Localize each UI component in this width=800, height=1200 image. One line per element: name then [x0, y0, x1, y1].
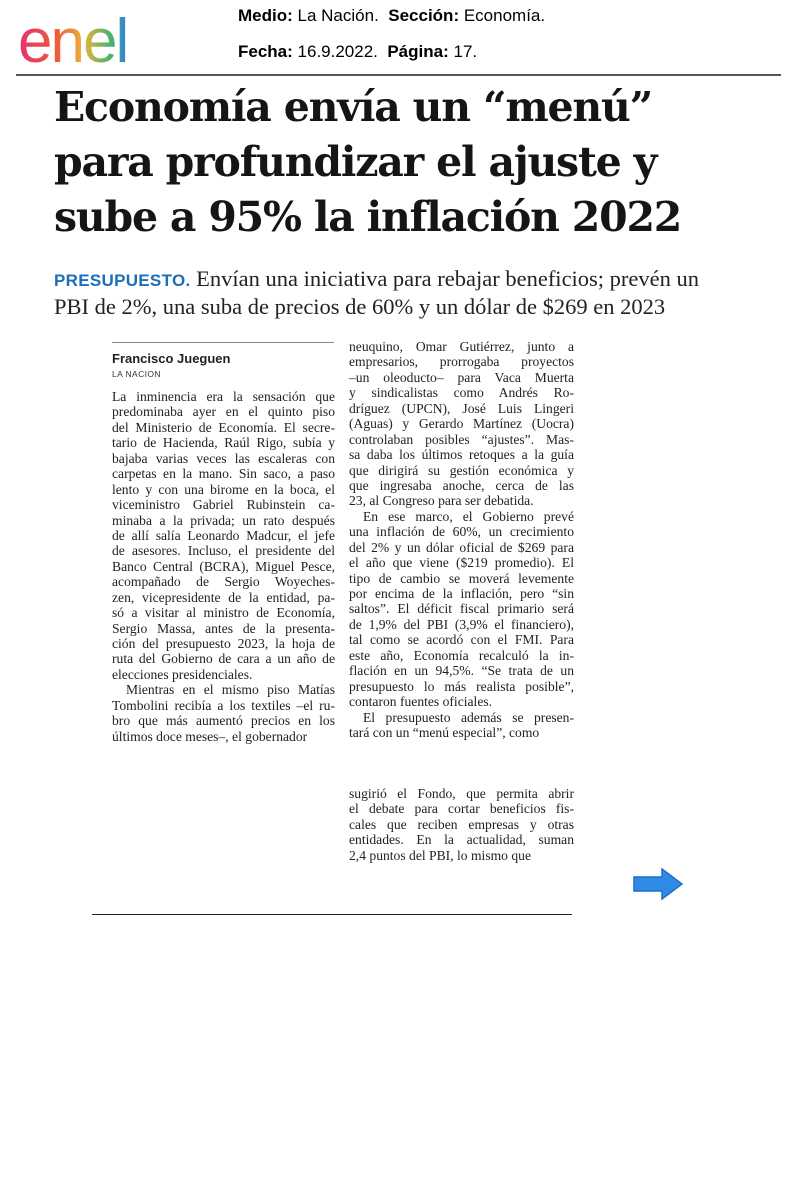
body-line: últimos doce meses–, el gobernador	[112, 728, 308, 744]
body-line: sa daba los últimos retoques a la guía	[349, 447, 574, 463]
body-line: del 2% y un dólar oficial de $269 para	[349, 539, 574, 555]
author: Francisco Jueguen	[112, 351, 231, 366]
body-line: una inflación de 60%, un crecimiento	[349, 524, 574, 540]
body-line: Mientras en el mismo piso Matías	[126, 682, 335, 698]
medio-label: Medio:	[238, 6, 293, 25]
body-line: Banco Central (BCRA), Miguel Pesce,	[112, 558, 335, 574]
body-line: –un oleoducto– para Vaca Muerta	[349, 369, 574, 385]
body-line: que dirigirá su gestión económica y	[349, 462, 574, 478]
body-line: dríguez (UPCN), José Luis Lingeri	[349, 400, 574, 416]
body-line: carpetas en la mano. Sin saco, a paso	[112, 466, 335, 482]
enel-logo	[18, 10, 168, 68]
body-line: tará con un “menú especial”, como	[349, 724, 540, 740]
body-line: ruta del Gobierno de cara a un año de	[112, 651, 335, 667]
kicker: PRESUPUESTO.	[54, 271, 191, 290]
body-line: de 1,9% del PBI (3,9% el financiero),	[349, 616, 574, 632]
body-line: sugirió el Fondo, que permita abrir	[349, 786, 574, 801]
body-line: saltos”. El déficit fiscal primario será	[349, 601, 574, 617]
headline-line: para profundizar el ajuste y	[54, 138, 657, 186]
byline-divider	[112, 342, 334, 343]
body-line: viceministro Gabriel Rubinstein ca-	[112, 497, 335, 513]
body-line: y sindicalistas como Andrés Ro-	[349, 385, 574, 401]
lede-text-1: Envían una iniciativa para rebajar beneficios; prevén un	[196, 266, 700, 291]
body-line: de asesores. Incluso, el presidente del	[112, 543, 335, 559]
body-line: tipo de cambio se moverá levemente	[349, 570, 574, 586]
lede	[54, 266, 754, 320]
body-line: zen, vicepresidente de la entidad, pa-	[112, 589, 335, 605]
body-line: por encima de la inflación, pero “sin	[349, 586, 574, 601]
body-line: contaron fuentes oficiales.	[349, 694, 493, 710]
headline	[54, 80, 754, 245]
body-line: que ingresaba anoche, cerca de las	[349, 477, 574, 493]
fecha-label: Fecha:	[238, 42, 293, 61]
pagina-label: Página:	[387, 42, 449, 61]
body-line: cales que reciben empresas y otras	[349, 816, 574, 832]
body-line: predominaba ayer en el quinto piso	[112, 404, 335, 420]
body-line: elecciones presidenciales.	[112, 666, 253, 682]
lede-text-2: PBI de 2%, una suba de precios de 60% y un dólar de $269 en 2023	[54, 294, 666, 319]
body-line: presupuesto lo más realista posible”,	[349, 678, 574, 694]
header-divider	[16, 74, 781, 76]
fecha-value: 16.9.2022.	[297, 42, 378, 61]
body-line: Tombolini recibía a los textiles –el ru-	[112, 697, 335, 713]
footer-divider	[92, 914, 572, 915]
body-line: el año que viene ($219 promedio). El	[349, 555, 574, 571]
body-line: 2,4 puntos del PBI, lo mismo que	[349, 847, 532, 863]
body-line: controlaban posibles “ajustes”. Mas-	[349, 431, 574, 447]
body-line: (Aguas) y Gerardo Martínez (Uocra)	[349, 416, 574, 432]
body-line: bajaba varias veces las escaleras con	[112, 450, 335, 466]
body-line: entidades. En la actualidad, suman	[349, 832, 574, 848]
body-line: minaba a la privada; un rato después	[112, 512, 335, 528]
body-line: só a visitar al ministro de Economía,	[112, 605, 335, 621]
meta-line-2	[238, 42, 477, 62]
body-line: La inminencia era la sensación que	[112, 389, 335, 404]
seccion-value: Economía.	[463, 6, 546, 25]
body-line: Sergio Massa, antes de la presenta-	[112, 620, 335, 636]
body-column-3	[349, 786, 574, 863]
body-line: neuquino, Omar Gutiérrez, junto a	[349, 339, 574, 354]
body-line: ción del presupuesto 2023, la hoja de	[112, 636, 335, 651]
body-line: tario de Hacienda, Raúl Rigo, subía y	[112, 435, 335, 451]
body-line: acompañado de Sergio Woyeches-	[112, 574, 335, 590]
body-line: de allí salía Leonardo Madcur, el jefe	[112, 527, 335, 543]
body-line: flación en un 94,5%. “Se trata de un	[349, 663, 574, 679]
outlet: LA NACION	[112, 369, 161, 379]
body-line: bro que más aumentó precios en los	[112, 713, 335, 729]
pagina-value: 17.	[453, 42, 478, 61]
headline-line: sube a 95% la inflación 2022	[54, 193, 682, 241]
body-line: lento y con una birome en la boca, el	[112, 481, 335, 497]
body-line: este año, Economía recalculó la in-	[349, 647, 574, 663]
medio-value: La Nación.	[297, 6, 379, 25]
body-column-1	[112, 389, 335, 744]
body-line: El presupuesto además se presen-	[363, 709, 574, 725]
body-line: tal como se acordó con el FMI. Para	[349, 632, 574, 648]
headline-line: Economía envía un “menú”	[54, 83, 652, 131]
body-line: En ese marco, el Gobierno prevé	[363, 508, 574, 524]
body-line: 23, al Congreso para ser debatida.	[349, 493, 534, 509]
body-line: empresarios, prorrogaba proyectos	[349, 354, 574, 370]
logo-text: enel	[18, 10, 128, 68]
meta-line-1	[238, 6, 545, 26]
arrow-right-icon	[632, 866, 684, 902]
seccion-label: Sección:	[388, 6, 460, 25]
body-column-2	[349, 339, 574, 740]
body-line: del Ministerio de Economía. El secre-	[112, 419, 335, 435]
body-line: el debate para cortar beneficios fis-	[349, 801, 574, 817]
